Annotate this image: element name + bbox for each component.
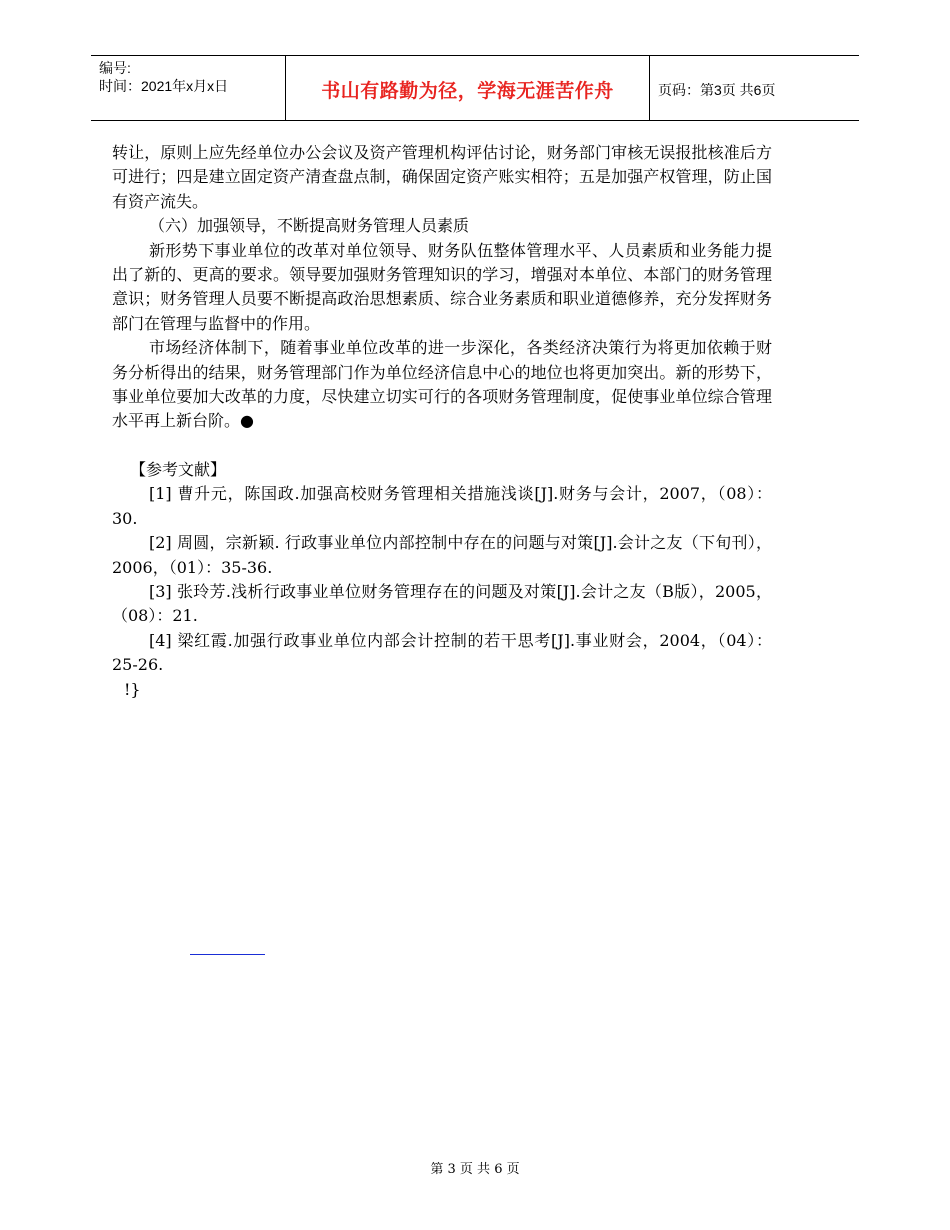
header-number-label: 编号:: [99, 60, 131, 76]
body-paragraph: 市场经济体制下，随着事业单位改革的进一步深化，各类经济决策行为将更加依赖于财务分析得出的结果，财务管理部门作为单位经济信息中心的地位也将更加突出。新的形势下，事业单位要加大改革的力度，尽快建立切实可行的各项财务管理制度，促使事业单位综合管理水平再上新台阶。●: [112, 338, 772, 431]
header-page-info: 页码：第3页 共6页: [658, 82, 776, 98]
references-heading: 【参考文献】: [130, 459, 227, 479]
header-meta: [99, 59, 228, 95]
hyperlink-underline[interactable]: [190, 954, 265, 955]
reference-item: [1] 曹升元，陈国政.加强高校财务管理相关措施浅谈[J].财务与会计，2007，（08）：30.: [112, 484, 772, 528]
reference-item: [4] 梁红霞.加强行政事业单位内部会计控制的若干思考[J].事业财会，2004，（04）：25-26.: [112, 630, 772, 675]
stray-characters: !}: [124, 679, 141, 699]
body-paragraph: 新形势下事业单位的改革对单位领导、财务队伍整体管理水平、人员素质和业务能力提出了新的、更高的要求。领导要加强财务管理知识的学习，增强对本单位、本部门的财务管理意识；财务管理人员要不断提高政治思想素质、综合业务素质和职业道德修养，充分发挥财务部门在管理与监督中的作用。: [112, 240, 772, 333]
reference-item: [2] 周圆，宗新颖. 行政事业单位内部控制中存在的问题与对策[J].会计之友（下旬刊），2006，（01）：35-36.: [112, 533, 772, 577]
header-time-label: 时间：2021年x月x日: [99, 78, 229, 94]
page-header: [91, 55, 859, 121]
document-body: [112, 141, 772, 702]
header-motto: 书山有路勤为径，学海无涯苦作舟: [321, 80, 614, 102]
page-footer: 第 3 页 共 6 页: [430, 1162, 520, 1177]
section-heading: （六）加强领导，不断提高财务管理人员素质: [149, 216, 470, 236]
reference-item: [3] 张玲芳.浅析行政事业单位财务管理存在的问题及对策[J].会计之友（B版），2005，（08）：21.: [112, 581, 772, 626]
header-divider: [649, 56, 650, 120]
body-paragraph: 转让，原则上应先经单位办公会议及资产管理机构评估讨论，财务部门审核无误报批核准后方可进行；四是建立固定资产清查盘点制，确保固定资产账实相符；五是加强产权管理，防止国有资产流失。: [112, 143, 772, 211]
